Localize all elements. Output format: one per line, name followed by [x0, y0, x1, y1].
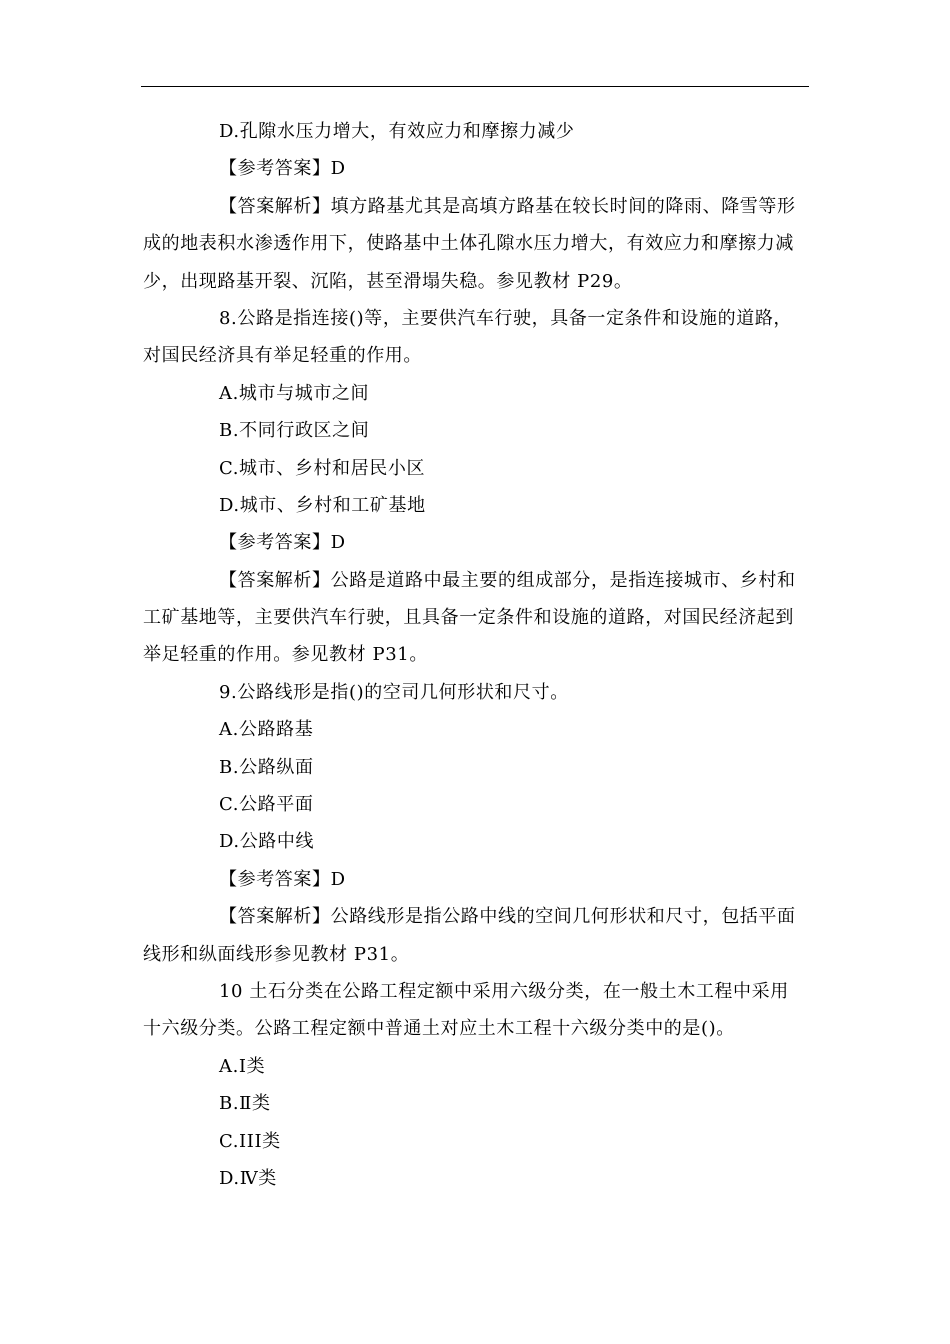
option-a: A.城市与城市之间 [219, 382, 370, 404]
option-d: D.Ⅳ类 [219, 1167, 277, 1189]
option-a: A.公路路基 [219, 719, 314, 741]
answer-explanation: 【答案解析】公路线形是指公路中线的空间几何形状和尺寸，包括平面 [219, 906, 796, 928]
answer-explanation-continued: 成的地表积水渗透作用下，使路基中土体孔隙水压力增大，有效应力和摩擦力减 [143, 233, 794, 255]
option-d: D.城市、乡村和工矿基地 [219, 494, 426, 516]
question-8-continued: 对国民经济具有举足轻重的作用。 [143, 345, 422, 367]
answer-explanation: 【答案解析】填方路基尤其是高填方路基在较长时间的降雨、降雪等形 [219, 195, 796, 217]
option-c: C.III类 [219, 1130, 281, 1152]
answer-explanation-continued: 线形和纵面线形参见教材 P31。 [143, 943, 410, 965]
page-content [143, 113, 809, 1197]
question-10: 10 土石分类在公路工程定额中采用六级分类，在一般土木工程中采用 [219, 980, 789, 1002]
question-10-continued: 十六级分类。公路工程定额中普通土对应土木工程十六级分类中的是()。 [143, 1018, 735, 1040]
option-text: D.孔隙水压力增大，有效应力和摩擦力减少 [219, 121, 575, 142]
answer-explanation: 【答案解析】公路是道路中最主要的组成部分，是指连接城市、乡村和 [219, 569, 796, 591]
question-9: 9.公路线形是指()的空司几何形状和尺寸。 [219, 681, 569, 703]
answer-explanation-continued: 少，出现路基开裂、沉陷，甚至滑塌失稳。参见教材 P29。 [143, 270, 633, 292]
option-a: A.Ⅰ类 [219, 1055, 266, 1077]
answer-explanation-continued: 举足轻重的作用。参见教材 P31。 [143, 644, 428, 666]
reference-answer: 【参考答案】D [219, 532, 346, 554]
reference-answer: 【参考答案】D [219, 158, 346, 180]
answer-explanation-continued: 工矿基地等，主要供汽车行驶，且具备一定条件和设施的道路，对国民经济起到 [143, 607, 794, 629]
option-c: C.城市、乡村和居民小区 [219, 457, 426, 479]
option-d: D.公路中线 [219, 831, 315, 853]
option-b: B.公路纵面 [219, 756, 314, 778]
question-8: 8.公路是指连接()等，主要供汽车行驶，具备一定条件和设施的道路， [219, 307, 793, 329]
header-rule [141, 86, 809, 87]
option-b: B.Ⅱ类 [219, 1093, 271, 1115]
option-c: C.公路平面 [219, 794, 314, 816]
reference-answer: 【参考答案】D [219, 868, 346, 890]
option-b: B.不同行政区之间 [219, 420, 370, 442]
